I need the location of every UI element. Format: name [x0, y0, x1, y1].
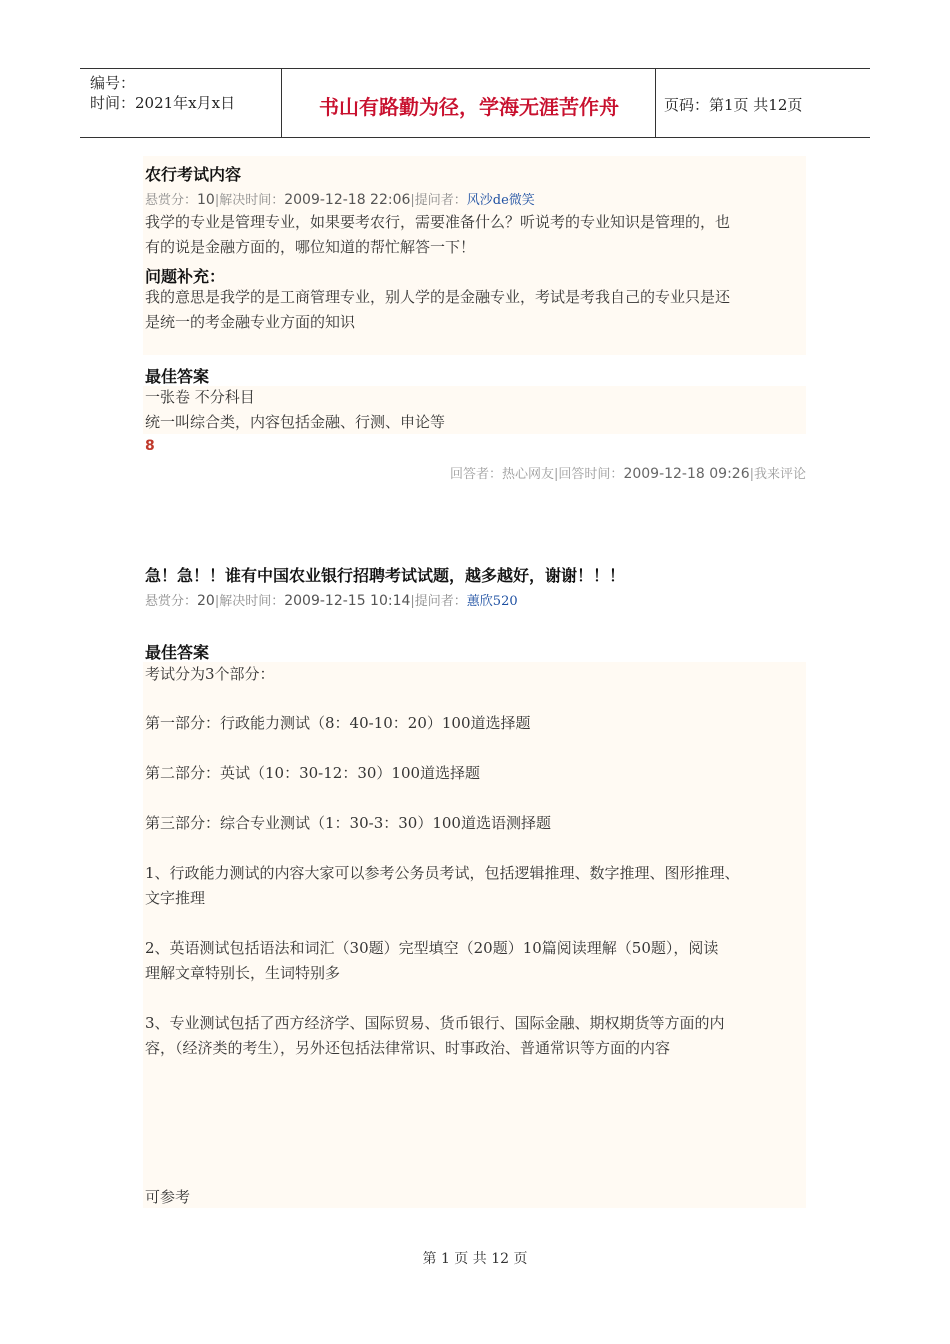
answer-line: 3、专业测试包括了西方经济学、国际贸易、货币银行、国际金融、期权期货等方面的内: [145, 1014, 725, 1032]
asker-label: |提问者：: [410, 594, 467, 609]
answer-time: 2009-12-18 09:26: [623, 466, 750, 482]
bounty-value: 10: [197, 192, 215, 208]
answerer-name: 热心网友: [502, 467, 555, 482]
header-motto: 书山有路勤为径，学海无涯苦作舟: [319, 95, 619, 119]
supplement-line: 我的意思是我学的是工商管理专业，别人学的是金融专业，考试是考我自己的专业只是还: [145, 288, 731, 306]
asker-link[interactable]: 风沙de微笑: [466, 193, 535, 208]
asker-label: |提问者：: [410, 193, 467, 208]
best-answer-heading: 最佳答案: [145, 367, 210, 386]
answer-line: 1、行政能力测试的内容大家可以参考公务员考试，包括逻辑推理、数字推理、图形推理、: [145, 864, 740, 882]
solved-time: 2009-12-18 22:06: [284, 192, 411, 208]
header-left-cell: [90, 73, 235, 113]
question-title[interactable]: 急！急！！谁有中国农业银行招聘考试试题，越多越好，谢谢！！！: [145, 566, 626, 585]
question-line: 有的说是金融方面的，哪位知道的帮忙解答一下！: [145, 238, 476, 256]
answerer-label: 回答者：: [450, 467, 503, 482]
supplement-label: 问题补充：: [145, 267, 226, 286]
solved-time: 2009-12-15 10:14: [284, 593, 411, 609]
solved-label: |解决时间：: [214, 594, 285, 609]
answer-time-label: |回答时间：: [554, 467, 624, 482]
supplement-line: 是统一的考金融专业方面的知识: [145, 313, 356, 331]
bounty-value: 20: [197, 593, 215, 609]
bounty-label: 悬赏分：: [145, 594, 198, 609]
supplement-body: [145, 285, 807, 335]
answer-number: 8: [145, 438, 155, 454]
answer-line: 2、英语测试包括语法和词汇（30题）完型填空（20题）10篇阅读理解（50题），阅读: [145, 939, 719, 957]
question-line: 我学的专业是管理专业，如果要考农行，需要准备什么？听说考的专业知识是管理的，也: [145, 213, 731, 231]
question-meta: [145, 590, 518, 609]
answer-line: 第一部分：行政能力测试（8：40-10：20）100道选择题: [145, 714, 531, 732]
header-page-info: 页码：第1页 共12页: [664, 96, 803, 114]
answer-body: [145, 385, 807, 435]
comment-link[interactable]: |我来评论: [749, 467, 806, 482]
question-title[interactable]: 农行考试内容: [145, 165, 242, 184]
answer-line: 可参考: [145, 1188, 191, 1206]
time-label: 时间：2021年x月x日: [90, 94, 236, 112]
solved-label: |解决时间：: [214, 193, 285, 208]
answer-line: 第三部分：综合专业测试（1：30-3：30）100道选语测择题: [145, 814, 551, 832]
answer-block: [143, 662, 806, 1208]
page-footer: 第 1 页 共 12 页: [422, 1251, 528, 1267]
question-body: [145, 210, 807, 260]
answer-line: 容，（经济类的考生），另外还包括法律常识、时事政治、普通常识等方面的内容: [145, 1039, 671, 1057]
answer-line: 统一叫综合类，内容包括金融、行测、申论等: [145, 413, 446, 431]
answer-line: 第二部分：英试（10：30-12：30）100道选择题: [145, 764, 481, 782]
bounty-label: 悬赏分：: [145, 193, 198, 208]
answer-line: 理解文章特别长，生词特别多: [145, 964, 341, 982]
page-header: [80, 68, 870, 138]
answer-line: 考试分为3个部分：: [145, 665, 275, 683]
asker-link[interactable]: 蕙欣520: [466, 594, 518, 609]
question-meta: [145, 189, 535, 208]
answer-line: 一张卷 不分科目: [145, 388, 255, 406]
answer-meta: [450, 463, 806, 482]
best-answer-heading: 最佳答案: [145, 643, 210, 662]
number-label: 编号：: [90, 74, 136, 92]
answer-line: 文字推理: [145, 889, 206, 907]
